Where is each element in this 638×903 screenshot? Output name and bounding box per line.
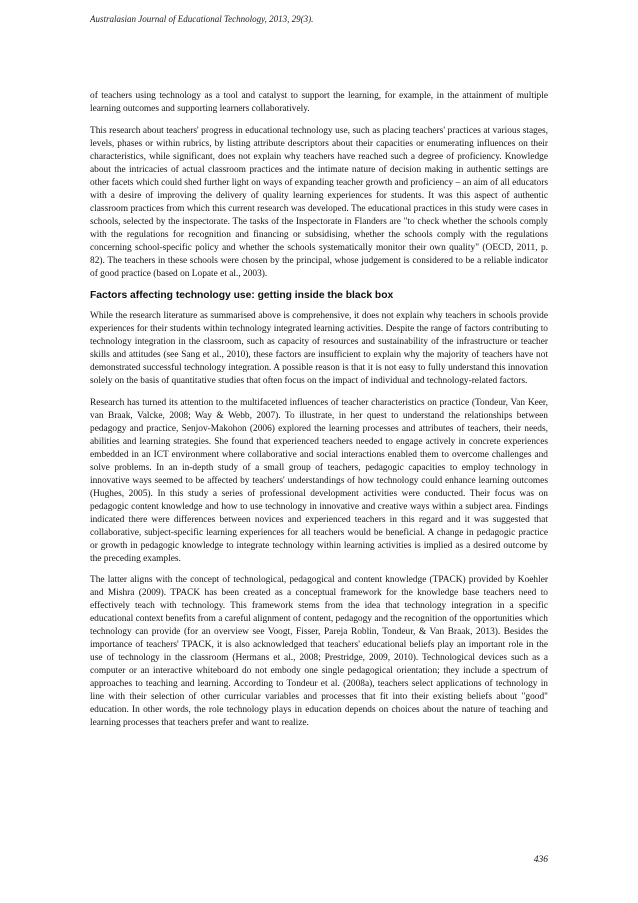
running-header: Australasian Journal of Educational Technology, 2013, 29(3). [90,14,314,24]
section-heading: Factors affecting technology use: getting inside the black box [90,290,394,301]
page-number: 436 [533,855,548,865]
paragraph: of teachers using technology as a tool and catalyst to support the learning, for example, in the attainment of multiple learning outcomes and supporting learners collaboratively. [90,91,548,114]
body-text [90,90,548,739]
paragraph: The latter aligns with the concept of technological, pedagogical and content knowledge (TPACK) provided by Koehler and Mishra (2009). TPACK has been created as a conceptual framework for the knowledge base teachers need to effectively teach with technology. This framework stems from the idea that technology integration in a specific educational context benefits from a careful alignment of content, pedagogy and the recognition of the opportunities which technology can provide (for an overview see Voogt, Fisser, Pareja Roblin, Tondeur, & Van Braak, 2013). Besides the importance of teachers' TPACK, it is also acknowledged that teachers' educational beliefs play an important role in the use of technology in the classroom (Hermans et al., 2008; Prestridge, 2009, 2010). Technological devices such as a computer or an interactive whiteboard do not embody one single pedagogical orientation; they include a spectrum of approaches to teaching and learning. According to Tondeur et al. (2008a), teachers select applications of technology in line with their selection of other curricular variables and processes that fit into their existing beliefs about "good" education. In other words, the role technology plays in education depends on choices about the nature of teaching and learning processes that teachers prefer and want to realize. [90,575,548,728]
paragraph: Research has turned its attention to the multifaceted influences of teacher characteristics on practice (Tondeur, Van Keer, van Braak, Valcke, 2008; Way & Webb, 2007). To illustrate, in her quest to understand the relationships between pedagogy and practice, Senjov-Makohon (2006) explored the learning processes and attributes of teachers, their needs, abilities and learning strategies. She found that experienced teachers needed to engage actively in concrete experiences embedded in an ICT environment where collaborative and social interactions enabled them to overcome challenges and solve problems. In an in-depth study of a small group of teachers, pedagogic capacities to employ technology in innovative ways seemed to be affected by teachers' understandings of how technology could enhance learning outcomes (Hughes, 2005). In this study a series of professional development activities were conducted. Their focus was on pedagogic content knowledge and how to use technology in innovative and creative ways within a subject area. Findings indicated there were differences between novices and experienced teachers in this regard and it was suggested that collaborative, subject-specific learning experiences for all teachers would be beneficial. A change in pedagogic practice or growth in pedagogic knowledge to integrate technology within learning activities is implied as a desired outcome by the preceding examples. [90,397,548,564]
paragraph: While the research literature as summarised above is comprehensive, it does not explain why teachers in schools provide experiences for their students within technology integrated learning activities. Despite the range of factors contributing to technology integration in the classroom, such as capacity of resources and sustainability of the infrastructure or teacher skills and attitudes (see Sang et al., 2010), these factors are insufficient to explain why the majority of teachers have not demonstrated successful technology integration. A possible reason is that it is not easy to fully understand this innovation solely on the basis of quantitative studies that often focus on the impact of individual and technology-related factors. [90,311,548,386]
paragraph: This research about teachers' progress in educational technology use, such as placing teachers' practices at various stages, levels, phases or within rubrics, by listing attribute descriptors about their capacities or enumerating influences on their characteristics, while significant, does not explain why teachers have reached such a degree of proficiency. Knowledge about the intricacies of actual classroom practices and the intimate nature of decision making in authentic settings are other facets which could shed further light on ways of expanding teacher growth and proficiency – an aim of all educators with a desire of improving the delivery of quality learning experiences for students. It was this aspect of authentic classroom practices from which this current research was developed. The educational practices in this study were cases in schools, selected by the inspectorate. The tasks of the Inspectorate in Flanders are "to check whether the schools comply with the regulations for recognition and financing or subsidising, whether the schools comply with the regulations concerning school-specific policy and whether the schools systematically monitor their own quality" (OECD, 2011, p. 82). The teachers in these schools were chosen by the principal, whose judgement is considered to be a reliable indicator of good practice (based on Lopate et al., 2003). [90,125,548,279]
